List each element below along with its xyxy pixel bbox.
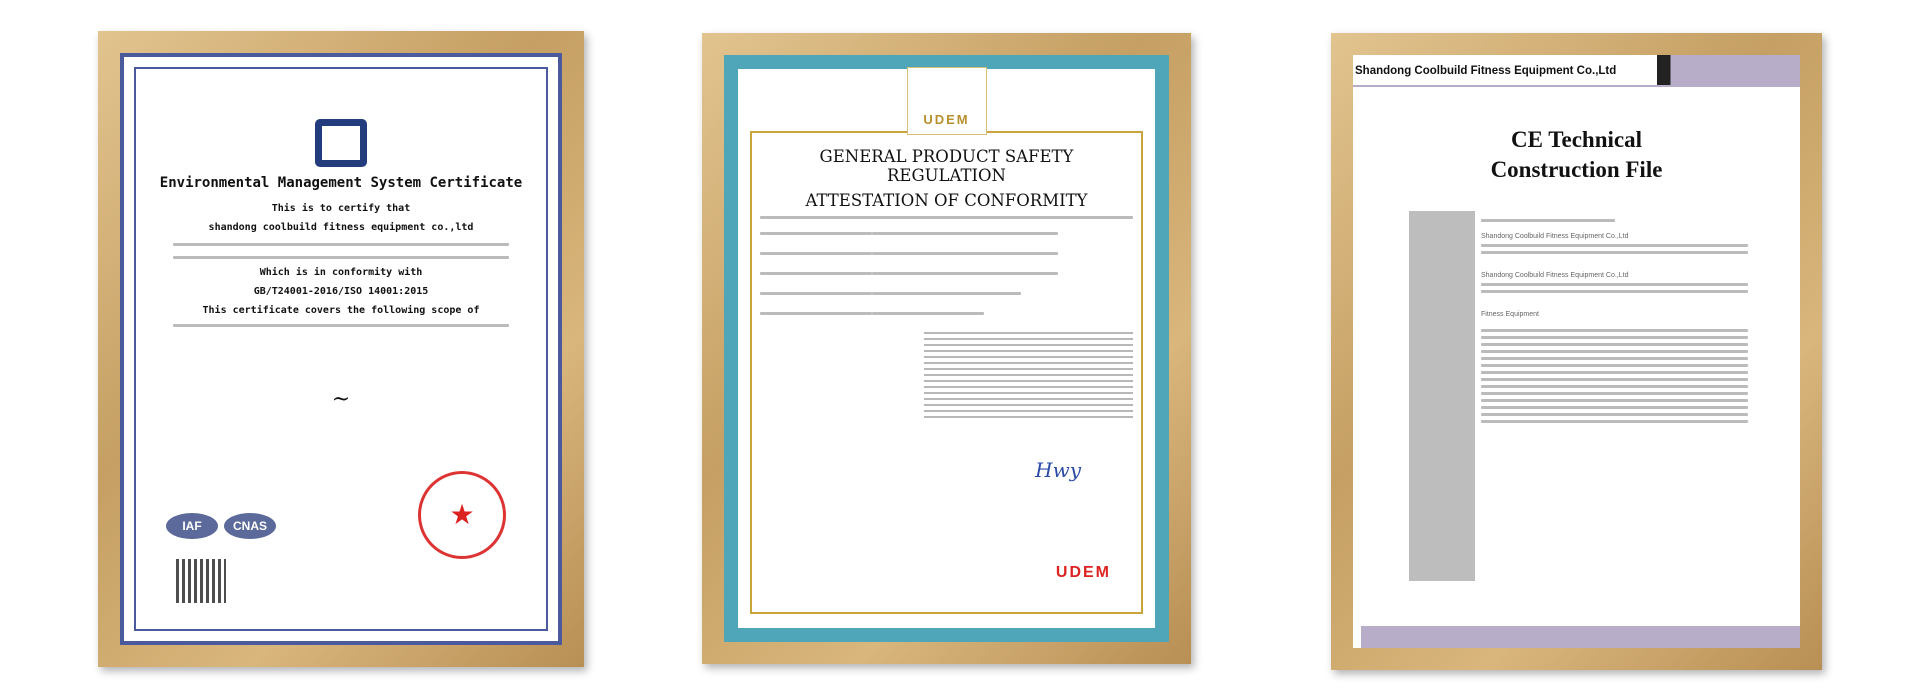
qr-code [176, 559, 226, 603]
model-table [924, 328, 1133, 418]
applicant-name: Shandong Coolbuild Fitness Equipment Co.,Ltd [1481, 233, 1629, 240]
signature: Hwy [1035, 458, 1081, 482]
ce-technical-file-frame [1331, 33, 1822, 670]
udem-logo: UDEM [907, 67, 987, 135]
standard-text: GB/T24001-2016/ISO 14001:2015 [253, 286, 429, 297]
conformity-text: Which is in conformity with [259, 267, 423, 278]
company-name: shandong coolbuild fitness equipment co.,ltd [208, 222, 474, 233]
info-table [1409, 211, 1748, 581]
udem-red-logo: UDEM [1055, 564, 1111, 581]
document-footer [1361, 626, 1800, 648]
document-title-line2: Construction File [1490, 157, 1663, 182]
document-header: Shandong Coolbuild Fitness Equipment Co.,Ltd [1353, 55, 1800, 87]
signature: ~ [331, 387, 351, 412]
product-name: Fitness Equipment [1481, 311, 1539, 318]
certification-logo-icon [315, 119, 367, 167]
document-title-line1: CE Technical [1510, 127, 1642, 152]
manufacturer-name: Shandong Coolbuild Fitness Equipment Co.,Ltd [1481, 272, 1629, 279]
scope-text: This certificate covers the following scope of [202, 305, 480, 316]
certificate-title: Environmental Management System Certificate [159, 175, 523, 191]
certificate-title-line1: GENERAL PRODUCT SAFETY REGULATION [819, 147, 1074, 185]
iaf-logo: IAF [166, 513, 218, 539]
cnas-logo: CNAS [224, 513, 276, 539]
certificate-title-line2: ATTESTATION OF CONFORMITY [805, 191, 1088, 210]
environmental-certificate-frame [98, 31, 584, 667]
certify-text: This is to certify that [271, 203, 411, 214]
gpsr-certificate-frame [702, 33, 1191, 664]
red-seal-stamp: ★ [418, 471, 506, 559]
